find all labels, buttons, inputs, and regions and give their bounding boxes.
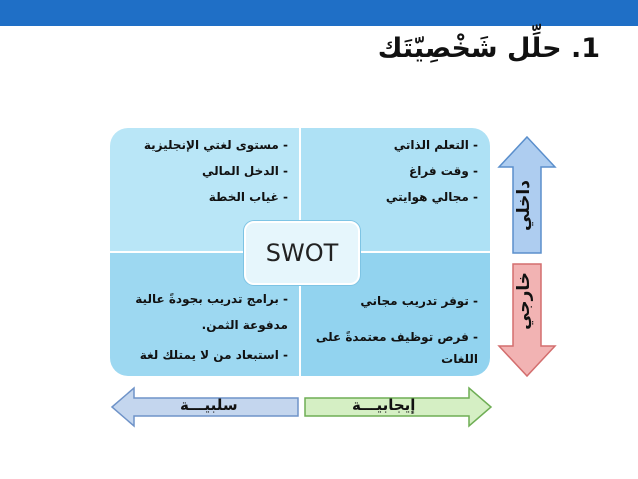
external-label: خارجي bbox=[514, 272, 534, 330]
weakness-item: - غياب الخطة bbox=[208, 190, 288, 204]
positive-label: إيجابيـــة bbox=[352, 396, 416, 414]
opportunity-item: اللغات bbox=[441, 352, 478, 366]
swot-center-label: SWOT bbox=[244, 221, 360, 285]
weakness-item: - الدخل المالي bbox=[201, 164, 288, 178]
header-bar bbox=[0, 0, 638, 26]
strength-item: - وقت فراغ bbox=[409, 164, 478, 178]
threat-item: - برامج تدريب بجودةً عالية bbox=[135, 292, 288, 306]
slide-title: 1. حلِّل شَخْصِيّتَك bbox=[377, 33, 600, 64]
opportunity-item: - فرص توظيف معتمدةً على bbox=[315, 330, 478, 344]
threat-item: مدفوعة الثمن. bbox=[201, 318, 288, 332]
internal-label: داخلي bbox=[514, 180, 534, 231]
opportunity-item: - توفر تدريب مجاني bbox=[360, 294, 478, 308]
strength-item: - مجالي هوايتي bbox=[385, 190, 478, 204]
negative-label: سلبيـــة bbox=[180, 396, 238, 414]
strength-item: - التعلم الذاتي bbox=[393, 138, 478, 152]
threat-item: - استبعاد من لا يمتلك لغة bbox=[139, 348, 288, 362]
weakness-item: - مستوى لغتي الإنجليزية bbox=[143, 138, 288, 152]
